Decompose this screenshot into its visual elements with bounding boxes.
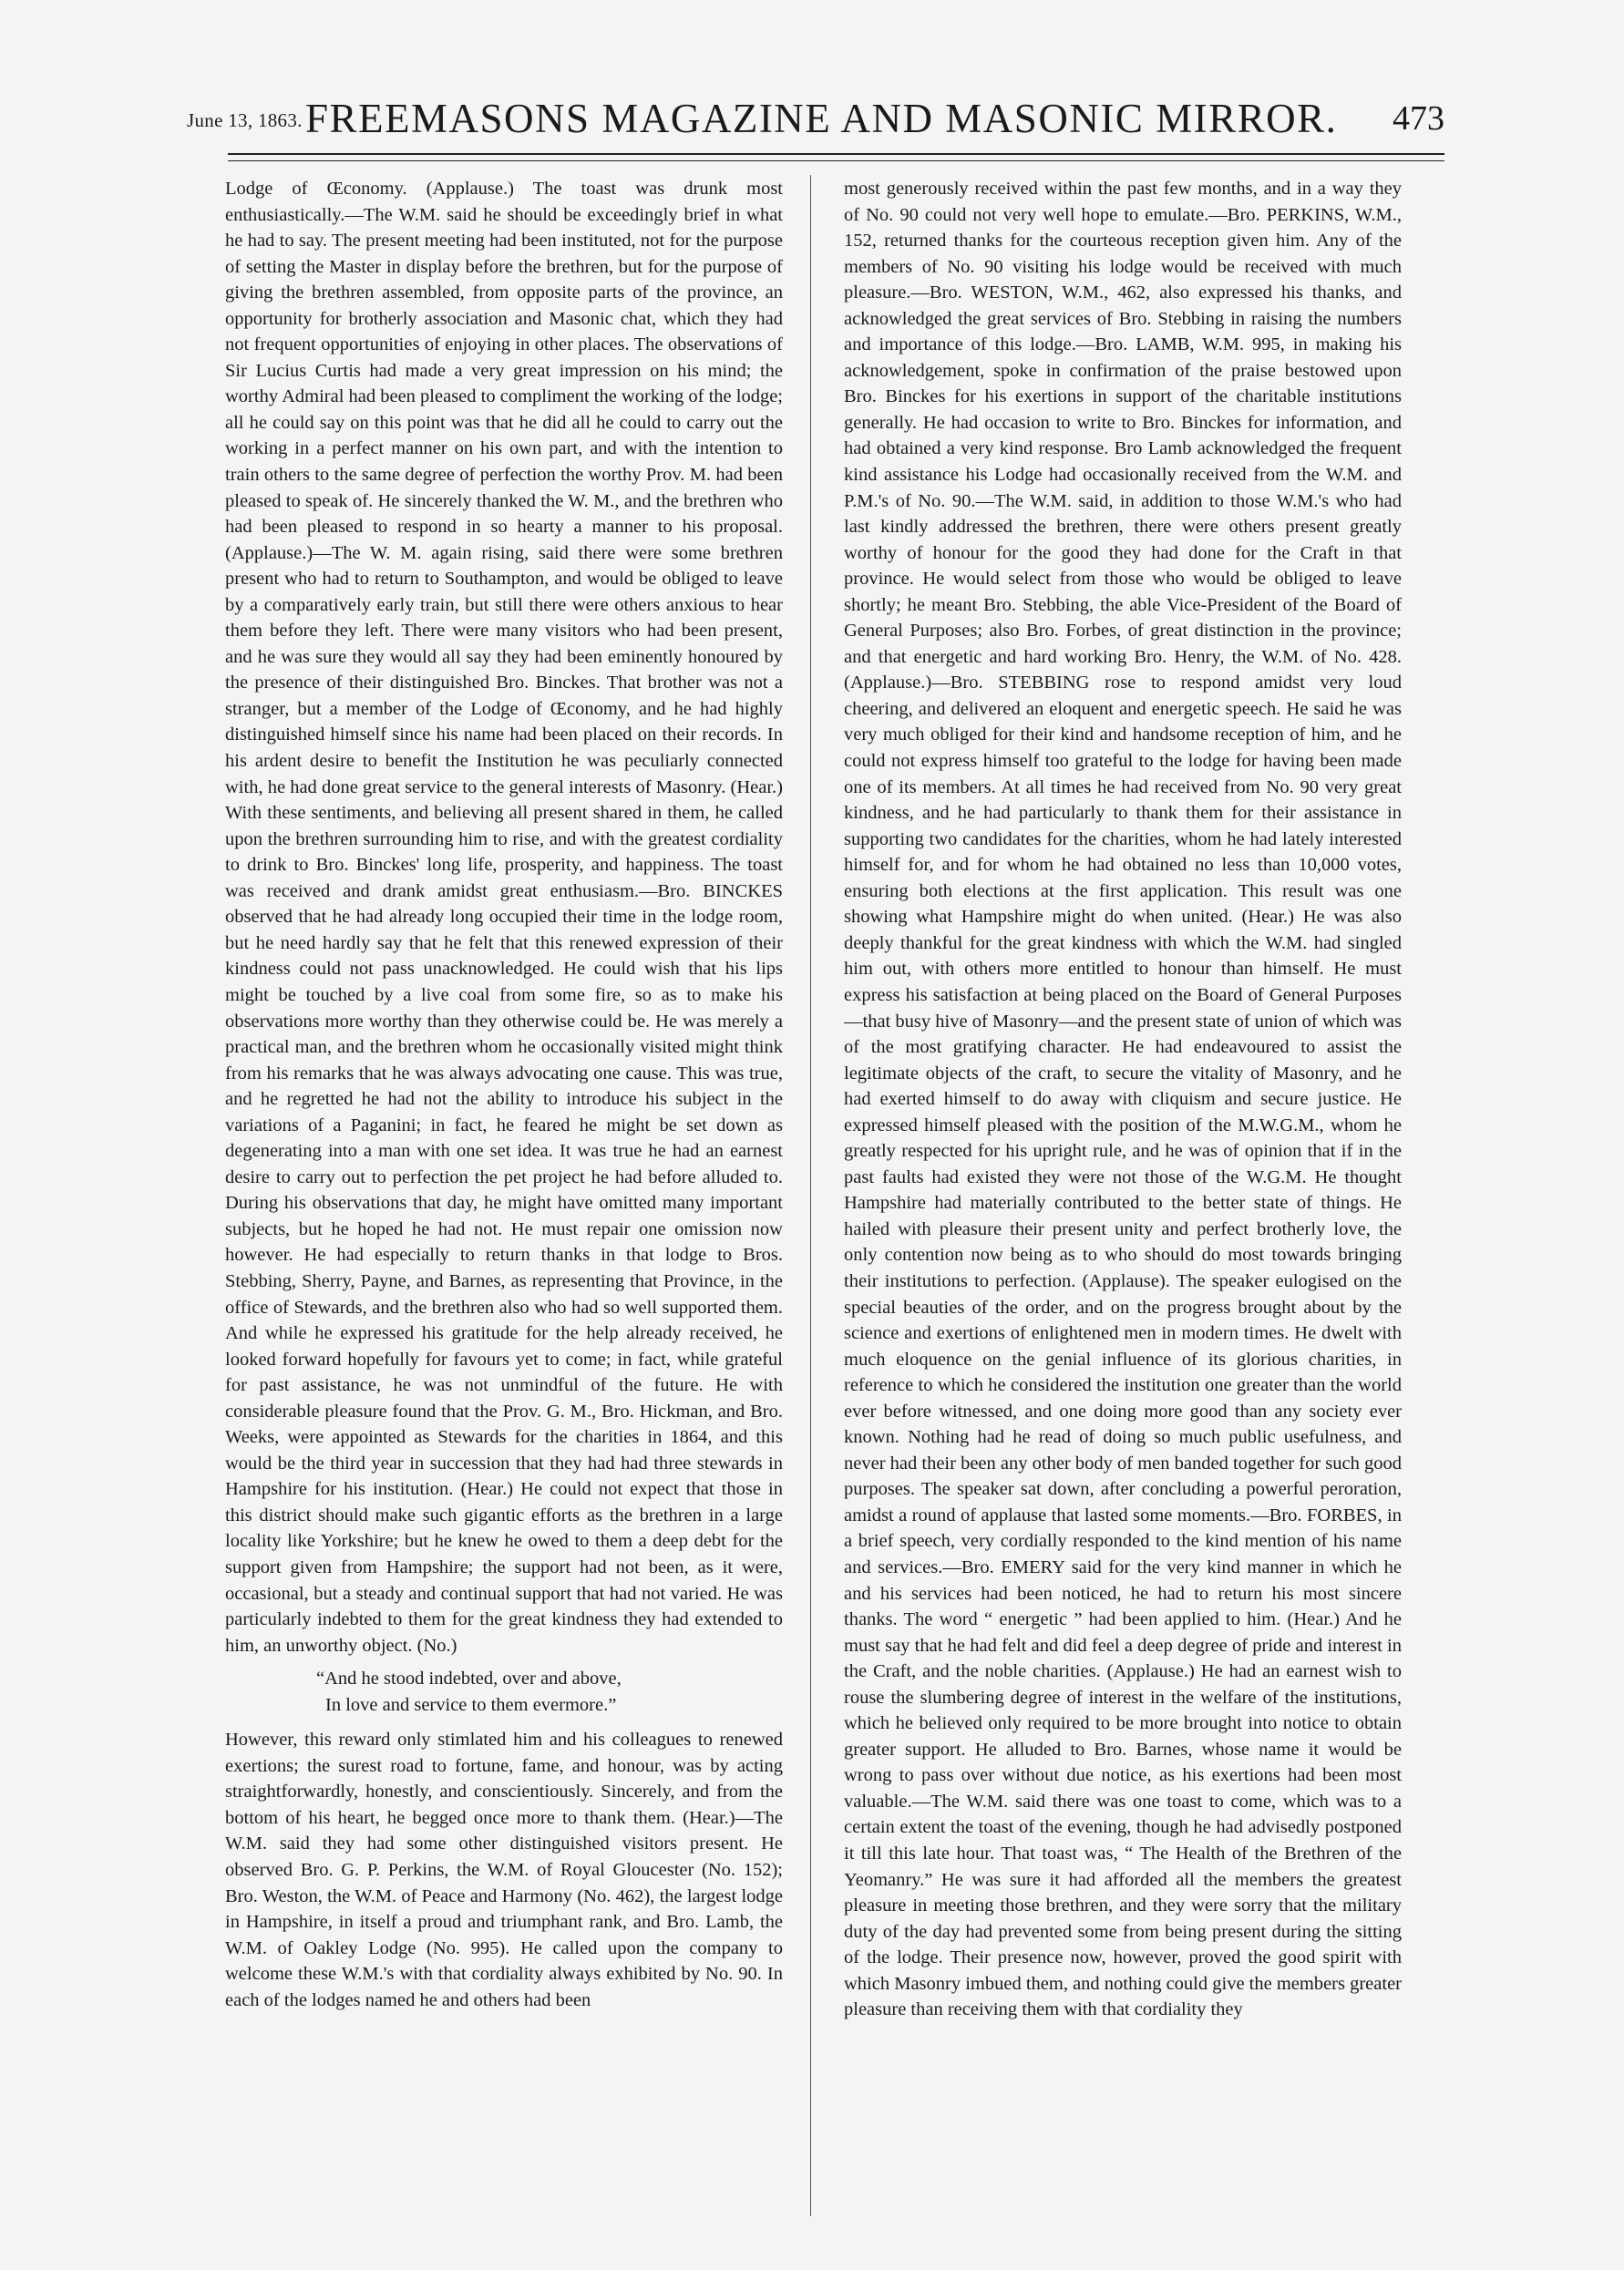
verse-quote [225,1666,783,1718]
column-divider [810,175,811,2216]
header-rule-top [228,153,1444,155]
left-paragraph-1: Lodge of Œconomy. (Applause.) The toast was drunk most enthusiastically.—The W.M. said he should be exceedingly brief in what he had to say. The present meeting had been instituted, not for the purpose of setting the Master in display before the brethren, but for the purpose of giving the brethren assembled, from opposite parts of the province, an opportunity for brotherly association and Masonic chat, which they had not frequent opportunities of enjoying in other places. The observations of Sir Lucius Curtis had made a very great impression on his mind; the worthy Admiral had been pleased to compliment the working of the lodge; all he could say on this point was that he did all he could to carry out the working in a perfect manner on his own part, and with the intention to train others to the same degree of perfection the worthy Prov. M. had been pleased to speak of. He sincerely thanked the W. M., and the brethren who had been pleased to respond in so hearty a manner to his proposal. (Applause.)—The W. M. again rising, said there were some brethren present who had to return to Southampton, and would be obliged to leave by a comparatively early train, but still there were others anxious to hear them before they left. There were many visitors who had been present, and he was sure they would all say they had been eminently honoured by the presence of their distinguished Bro. Binckes. That brother was not a stranger, but a member of the Lodge of Œconomy, and he had highly distinguished himself since his name had been placed on their records. In his ardent desire to benefit the Institution he was peculiarly connected with, he had done great service to the general interests of Masonry. (Hear.) With these sentiments, and believing all present shared in them, he called upon the brethren surrounding him to rise, and with the greatest cordiality to drink to Bro. Binckes' long life, prosperity, and happiness. The toast was received and drank amidst great enthusiasm.—Bro. BINCKES observed that he had already long occupied their time in the lodge room, but he need hardly say that he felt that this renewed expression of their kindness could not pass unacknowledged. He could wish that his lips might be touched by a live coal from some fire, so as to make his observations more worthy than they otherwise could be. He was merely a practical man, and the brethren whom he occasionally visited might think from his remarks that he was always advocating one cause. This was true, and he regretted he had not the ability to introduce his subject in the variations of a Paganini; in fact, he feared he might be set down as degenerating into a man with one set idea. It was true he had an earnest desire to carry out to perfection the pet project he had before alluded to. During his observations that day, he might have omitted many important subjects, but he hoped he had not. He must repair one omission now however. He had especially to return thanks in that lodge to Bros. Stebbing, Sherry, Payne, and Barnes, as representing that Province, in the office of Stewards, and the brethren also who had so well supported them. And while he expressed his gratitude for the help already received, he looked forward hopefully for favours yet to come; in fact, while grateful for past assistance, he was not unmindful of the future. He with considerable pleasure found that the Prov. G. M., Bro. Hickman, and Bro. Weeks, were appointed as Stewards for the charities in 1864, and this would be the third year in succession that they had had three stewards in Hampshire for his institution. (Hear.) He could not expect that those in this district should make such gigantic efforts as the brethren in a large locality like Yorkshire; but he knew he owed to them a deep debt for the support given from Hampshire; the support had not been, as it were, occasional, but a steady and continual support that had not varied. He was particularly indebted to them for the great kindness they had extended to him, an unworthy object. (No.) [225,179,783,1656]
header-rule-bottom [228,160,1444,161]
right-paragraph-1: most generously received within the past few months, and in a way they of No. 90 could not very well hope to emulate.—Bro. PERKINS, W.M., 152, returned thanks for the courteous reception given him. Any of the members of No. 90 visiting his lodge would be received with much pleasure.—Bro. WESTON, W.M., 462, also expressed his thanks, and acknowledged the great services of Bro. Stebbing in raising the numbers and importance of this lodge.—Bro. LAMB, W.M. 995, in making his acknowledgement, spoke in confirmation of the praise bestowed upon Bro. Binckes for his exertions in support of the charitable institutions generally. He had occasion to write to Bro. Binckes for information, and had obtained a very kind response. Bro Lamb acknowledged the frequent kind assistance his Lodge had occasionally received from the W.M. and P.M.'s of No. 90.—The W.M. said, in addition to those W.M.'s who had last kindly addressed the brethren, there were others present greatly worthy of honour for the good they had done for the Craft in that province. He would select from those who would be obliged to leave shortly; he meant Bro. Stebbing, the able Vice-President of the Board of General Purposes; also Bro. Forbes, of great distinction in the province; and that energetic and hard working Bro. Henry, the W.M. of No. 428. (Applause.)—Bro. STEBBING rose to respond amidst very loud cheering, and delivered an eloquent and energetic speech. He said he was very much obliged for their kind and handsome reception of him, and he could not express himself too grateful to the lodge for having been made one of its members. At all times he had received from No. 90 very great kindness, and he had particularly to thank them for their assistance in supporting two candidates for the charities, whom he had lately interested himself for, and for whom he had obtained no less than 10,000 votes, ensuring both elections at the first application. This result was one showing what Hampshire might do when united. (Hear.) He was also deeply thankful for the great kindness with which the W.M. had singled him out, with others more entitled to honour than himself. He must express his satisfaction at being placed on the Board of General Purposes—that busy hive of Masonry—and the present state of union of which was of the most gratifying character. He had endeavoured to assist the legitimate objects of the craft, to secure the vitality of Masonry, and he had exerted himself to do away with cliquism and secure justice. He expressed himself pleased with the position of the M.W.G.M., whom he greatly respected for his upright rule, and he was of opinion that if in the past faults had existed they were not those of the W.G.M. He thought Hampshire had materially contributed to the better state of things. He hailed with pleasure their present unity and perfect brotherly love, the only contention now being as to who should do most towards bringing their institutions to perfection. (Applause). The speaker eulogised on the special beauties of the order, and on the progress brought about by the science and exertions of enlightened men in modern times. He dwelt with much eloquence on the genial influence of its glorious charities, in reference to which he considered the institution one greater than the world ever before witnessed, and one doing more good than any society ever known. Nothing had he read of doing so much public usefulness, and never had their been any other body of men banded together for such good purposes. The speaker sat down, after concluding a powerful peroration, amidst a round of applause that lasted some moments.—Bro. FORBES, in a brief speech, very cordially responded to the kind mention of his name and services.—Bro. EMERY said for the very kind manner in which he and his services had been noticed, he had to return his most sincere thanks. The word “ energetic ” had been applied to him. (Hear.) And he must say that he had felt and did feel a deep degree of pride and interest in the Craft, and the noble charities. (Applause.) He had an earnest wish to rouse the slumbering degree of interest in the welfare of the institutions, which he believed only required to be more brought into notice to obtain greater support. He alluded to Bro. Barnes, whose name it would be wrong to pass over without due notice, as his exertions had been most valuable.—The W.M. said there was one toast to come, which was to a certain extent the toast of the evening, though he had advisedly postponed it till this late hour. That toast was, “ The Health of the Brethren of the Yeomanry.” He was sure it had afforded all the members the greatest pleasure in meeting those brethren, and they were sorry that the military duty of the day had prevented some from being present during the sitting of the lodge. Their presence now, however, proved the good spirit with which Masonry imbued them, and nothing could give the members greater pleasure than receiving them with that cordiality they [844,179,1402,2020]
verse-line-1: “And he stood indebted, over and above, [316,1669,622,1690]
magazine-title: FREEMASONS MAGAZINE AND MASONIC MIRROR. [305,96,1338,141]
page-header [187,91,1444,148]
left-paragraph-2: However, this reward only stimlated him and his colleagues to renewed exertions; the surest road to fortune, fame, and honour, was by acting straightforwardly, honestly, and conscientiously. Sincerely, and from the bottom of his heart, he begged once more to thank them. (Hear.)—The W.M. said they had some other distinguished visitors present. He observed Bro. G. P. Perkins, the W.M. of Royal Gloucester (No. 152); Bro. Weston, the W.M. of Peace and Harmony (No. 462), the largest lodge in Hampshire, in itself a proud and triumphant rank, and Bro. Lamb, the W.M. of Oakley Lodge (No. 995). He called upon the company to welcome these W.M.'s with that cordiality always exhibited by No. 90. In each of the lodges named he and others had been [225,1730,783,2010]
right-column [844,176,1402,2226]
verse-line-2: In love and service to them evermore.” [325,1694,617,1715]
left-column [225,176,783,2208]
page-number: 473 [1393,99,1444,138]
issue-date: June 13, 1863. [187,109,303,131]
